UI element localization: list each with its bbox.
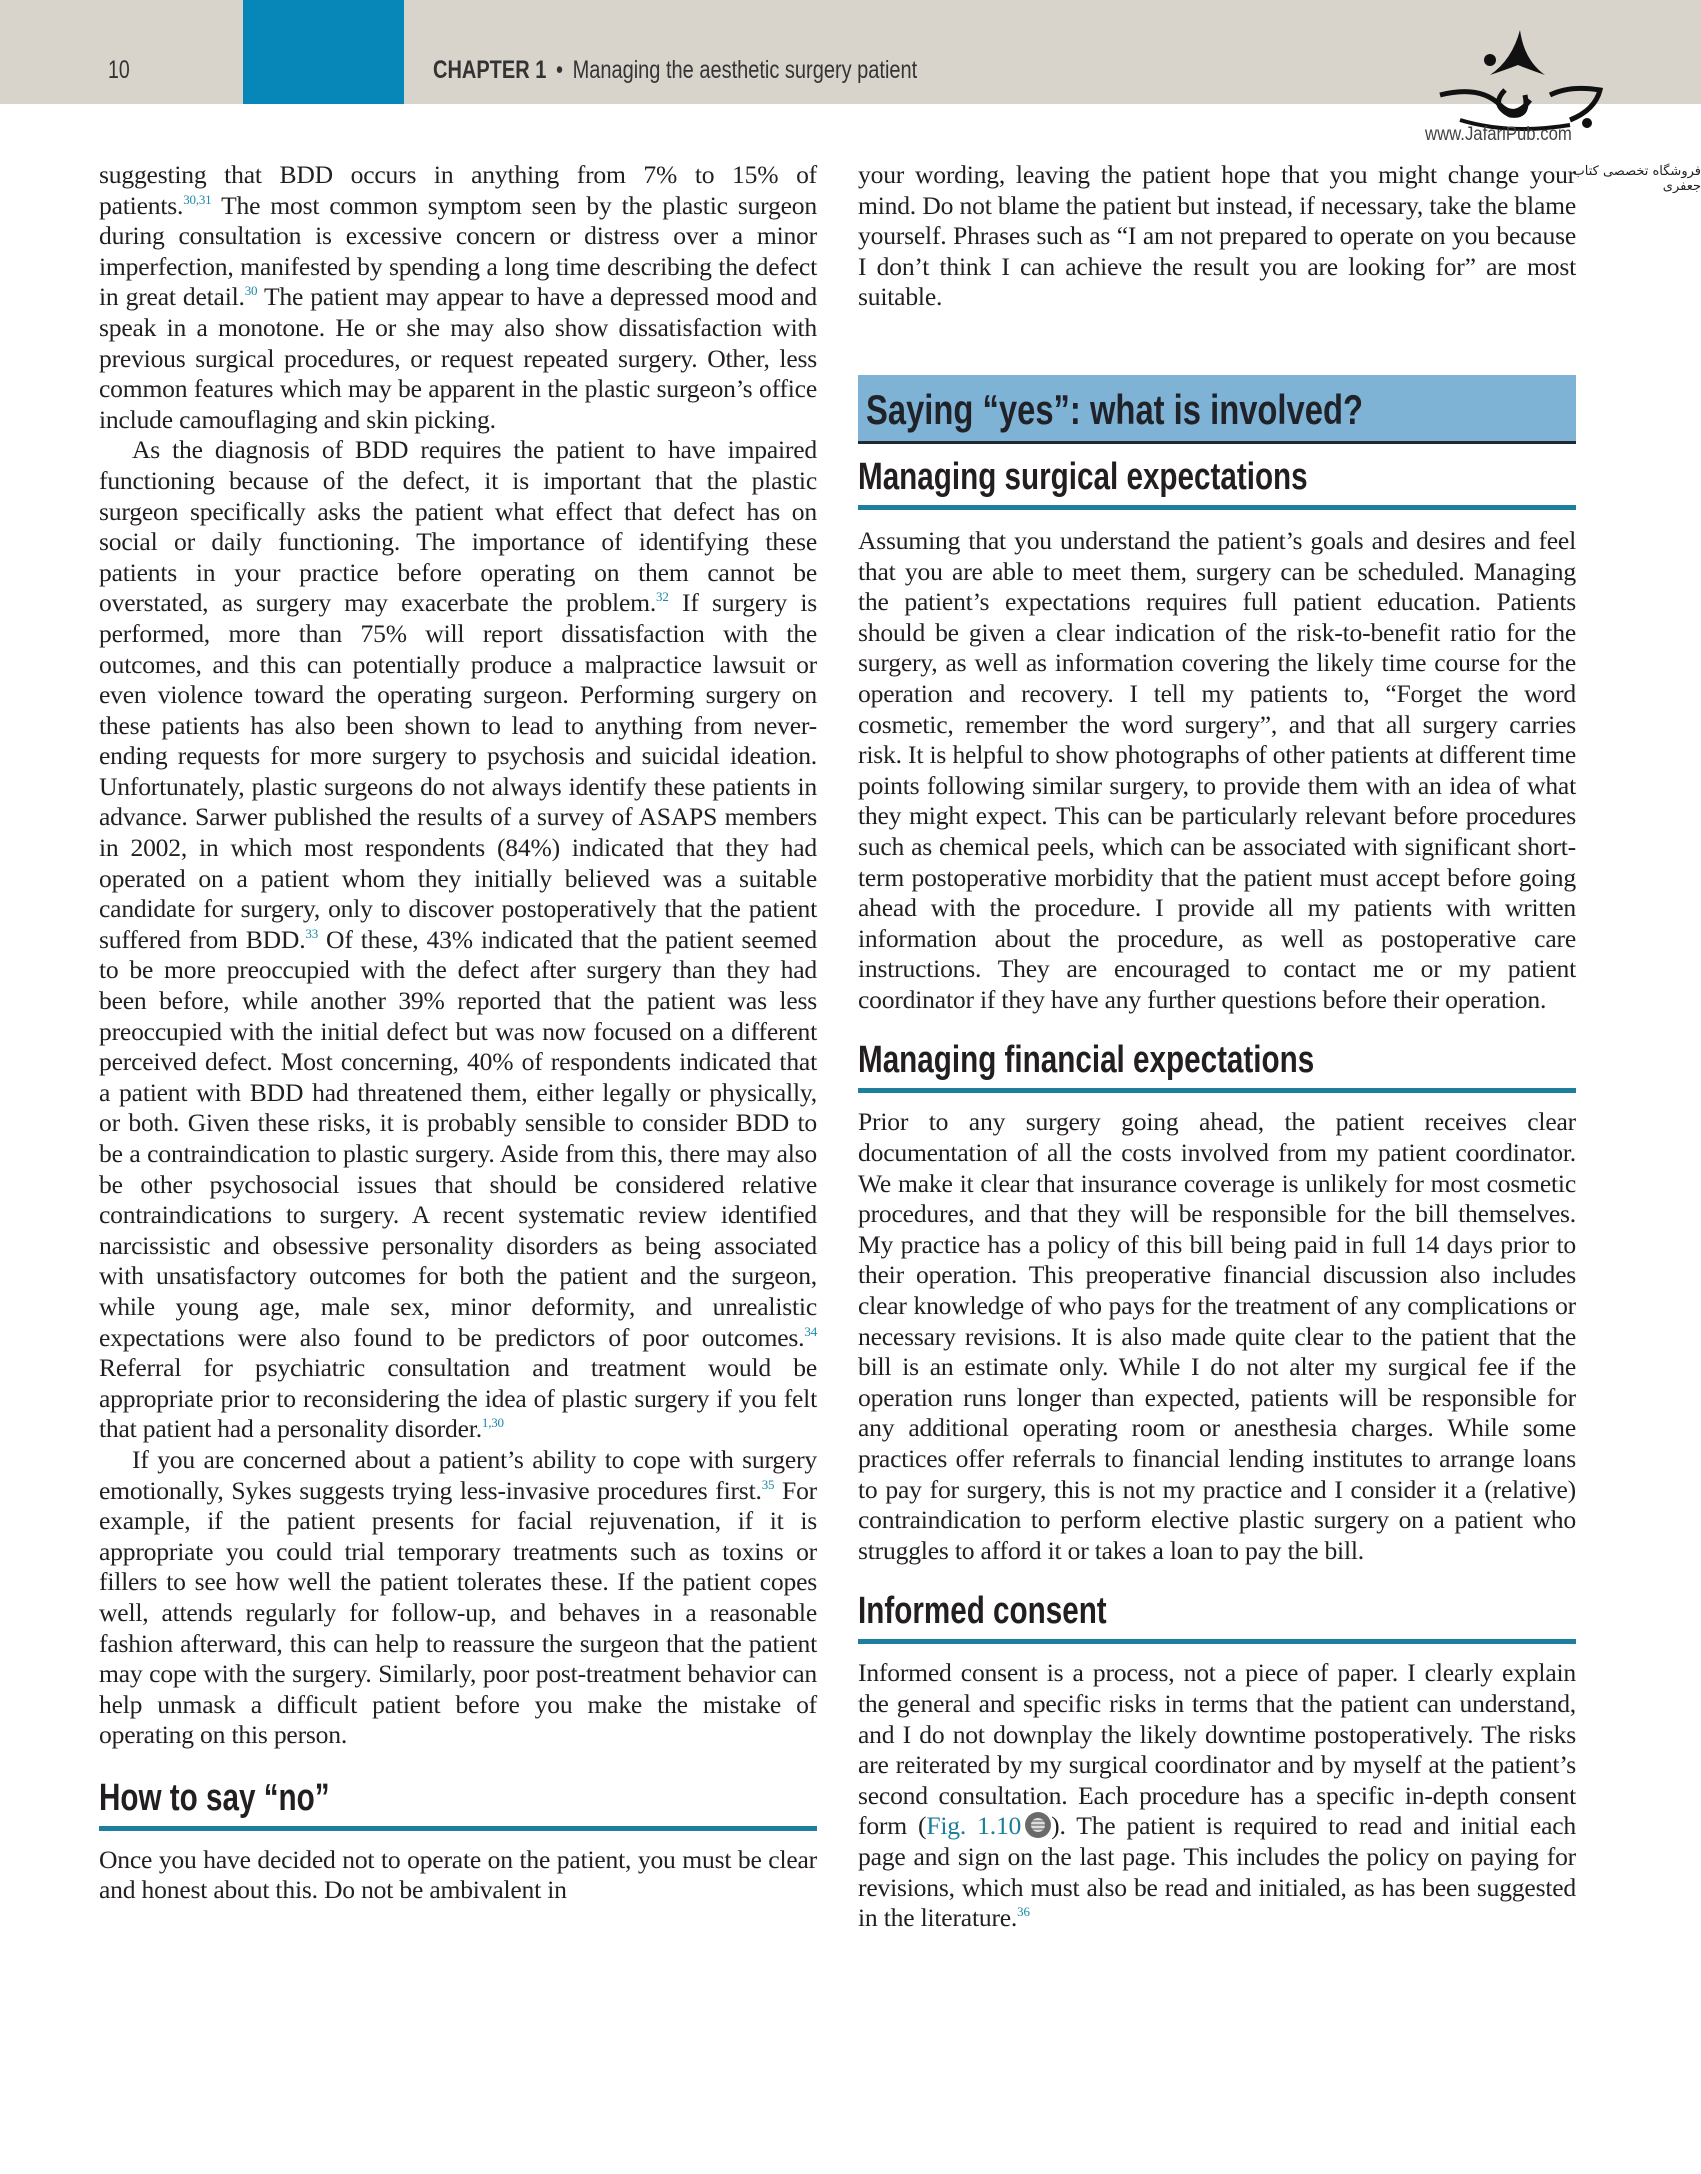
- paragraph: Informed consent is a process, not a piece of paper. I clearly explain the general and specific risks in terms that the patient can understand, and I do not downplay the likely downtime postoperatively. The risks are reiterated by my surgical coordinator and by myself at the patient’s second consultation. Each procedure has a specific in-depth consent form (Fig. 1.10 ). The patient is required to read and initial each page and sign on the last page. This includes the policy on paying for revisions, which must also be read and initialed, as has been suggested in the literature.$^{36}$: [858, 1658, 1576, 1933]
- separator: •: [555, 56, 563, 84]
- citation-ref[interactable]: 33: [305, 925, 319, 941]
- section-heading-box: [858, 375, 1576, 444]
- section-title: Saying “yes”: what is involved?: [866, 385, 1364, 433]
- chapter-color-tab: [243, 0, 404, 104]
- page-number: 10: [108, 56, 130, 84]
- paragraph: If you are concerned about a patient’s ability to cope with surgery emotionally, Sykes suggests trying less-invasive procedures first.$^{35}$ For example, if the patient presents for facial rejuvenation, if it is appropriate you could trial temporary treatments such as toxins or fillers to see how well the patient tolerates these. If the patient copes well, attends regularly for follow-up, and behaves in a reasonable fashion afterward, this can help to reassure the surgeon that the patient may cope with the surgery. Similarly, poor post-treatment behavior can help unmask a difficult patient before you make the mistake of operating on this person.: [99, 1444, 818, 1750]
- citation-ref[interactable]: 1,30: [481, 1415, 504, 1431]
- running-head: [433, 56, 917, 85]
- heading-rule: [858, 1088, 1576, 1093]
- paragraph: Once you have decided not to operate on the patient, you must be clear and honest about this. Do not be ambivalent in: [99, 1844, 817, 1905]
- subsection-informed-consent: [858, 1590, 1576, 1644]
- citation-ref[interactable]: 34: [804, 1323, 817, 1339]
- heading-managing-surgical-expectations: Managing surgical expectations: [858, 455, 1308, 498]
- chapter-label: CHAPTER 1: [433, 56, 547, 84]
- section-how-to-say-no: [99, 1777, 817, 1831]
- watermark-url: www.JafariPub.com: [1425, 124, 1572, 145]
- heading-rule: [858, 1639, 1576, 1644]
- paragraph: your wording, leaving the patient hope that you might change your mind. Do not blame the patient but instead, if necessary, take the blame yourself. Phrases such as “I am not prepared to operate on you because I don’t think I can achieve the result you are looking for” are most suitable.: [858, 160, 1576, 312]
- citation-ref[interactable]: 30,31: [183, 191, 212, 207]
- paragraph: Prior to any surgery going ahead, the patient receives clear documentation of all the costs involved from my patient coordinator. We make it clear that insurance coverage is unlikely for most cosmetic procedures, and that they will be responsible for the bill themselves. My practice has a policy of this bill being paid in full 14 days prior to their operation. This preoperative financial discussion also includes clear knowledge of who pays for the treatment of any complications or necessary revisions. It is also made quite clear to the patient that the bill is an estimate only. While I do not alter my surgical fee if the operation runs longer than expected, patients will be responsible for any additional operating room or anesthesia charges. While some practices offer referrals to financial lending institutes to arrange loans to pay for surgery, this is not my practice and I consider it a (relative) contraindication to perform elective plastic surgery on a patient who struggles to afford it or takes a loan to pay the bill.: [858, 1107, 1576, 1565]
- figure-link[interactable]: Fig. 1.10: [926, 1811, 1022, 1841]
- citation-ref[interactable]: 36: [1017, 1904, 1030, 1920]
- online-content-icon[interactable]: [1025, 1812, 1051, 1838]
- paragraph: Assuming that you understand the patient’s goals and desires and feel that you are able to meet them, surgery can be scheduled. Managing the patient’s expectations requires full patient education. Patients should be given a clear indication of the risk-to-benefit ratio for the surgery, as well as information covering the likely time course for the operation and recovery. I tell my patients to, “Forget the word cosmetic, remember the word surgery”, and that all surgery carries risk. It is helpful to show photographs of other patients at different time points following similar surgery, to provide them with an idea of what they might expect. This can be particularly relevant before procedures such as chemical peels, which can be associated with significant short-term postoperative morbidity that the patient must accept before going ahead with the procedure. I provide all my patients with written information about the procedure, as well as postoperative care instructions. They are encouraged to contact me or my patient coordinator if they have any further questions before their operation.: [858, 525, 1576, 1014]
- watermark-persian-text: فروشگاه تخصصی کتاب جعفری: [1572, 164, 1701, 194]
- heading-how-to-say-no: How to say “no”: [99, 1776, 330, 1819]
- heading-managing-financial-expectations: Managing financial expectations: [858, 1039, 1315, 1082]
- left-column: [99, 160, 817, 1906]
- paragraph: As the diagnosis of BDD requires the patient to have impaired functioning because of the defect, it is important that the plastic surgeon specifically asks the patient what effect that defect has on social or daily functioning. The importance of identifying these patients in your practice before operating on them cannot be overstated, as surgery may exacerbate the problem.$^{32}$ If surgery is performed, more than 75% will report dissatisfaction with the outcomes, and this can potentially produce a malpractice lawsuit or even violence toward the operating surgeon. Performing surgery on these patients has also been shown to lead to anything from never-ending requests for more surgery to psychosis and suicidal ideation. Unfortunately, plastic surgeons do not always identify these patients in advance. Sarwer published the results of a survey of ASAPS members in 2002, in which most respondents (84%) indicated that they had operated on a patient whom they initially believed was a suitable candidate for surgery, only to discover postoperatively that the patient suffered from BDD.$^{33}$ Of these, 43% indicated that the patient seemed to be more preoccupied with the defect after surgery than they had been before, while another 39% reported that the patient was less preoccupied with the initial defect but was now focused on a different perceived defect. Most concerning, 40% of respondents indicated that a patient with BDD had threatened them, either legally or physically, or both. Given these risks, it is probably sensible to consider BDD to be a contraindication to plastic surgery. Aside from this, there may also be other psychosocial issues that should be considered relative contraindications to surgery. A recent systematic review identified narcissistic and obsessive personality disorders as being associated with unsatisfactory outcomes for both the patient and the surgeon, while young age, male sex, minor deformity, and unrealistic expectations were also found to be predictors of poor outcomes.$^{34}$ Referral for psychiatric consultation and treatment would be appropriate prior to reconsidering the idea of plastic surgery if you felt that patient had a personality disorder.$^{1,30}$: [99, 435, 817, 1444]
- subsection-financial-expectations: [858, 1039, 1576, 1093]
- chapter-title: Managing the aesthetic surgery patient: [572, 56, 918, 84]
- citation-ref[interactable]: 32: [656, 589, 669, 605]
- paragraph: suggesting that BDD occurs in anything from 7% to 15% of patients.$^{30,31}$ The most common symptom seen by the plastic surgeon during consultation is excessive concern or distress over a minor imperfection, manifested by spending a long time describing the defect in great detail.$^{30}$ The patient may appear to have a depressed mood and speak in a monotone. He or she may also show dissatisfaction with previous surgical procedures, or request repeated surgery. Other, less common features which may be apparent in the plastic surgeon’s office include camouflaging and skin picking.: [99, 160, 817, 434]
- right-column: [858, 160, 1576, 1934]
- citation-ref[interactable]: 30: [244, 283, 258, 299]
- heading-rule: [858, 505, 1576, 510]
- heading-informed-consent: Informed consent: [858, 1590, 1107, 1633]
- subsection-surgical-expectations: [858, 456, 1576, 510]
- citation-ref[interactable]: 35: [761, 1476, 775, 1492]
- heading-rule: [99, 1826, 817, 1831]
